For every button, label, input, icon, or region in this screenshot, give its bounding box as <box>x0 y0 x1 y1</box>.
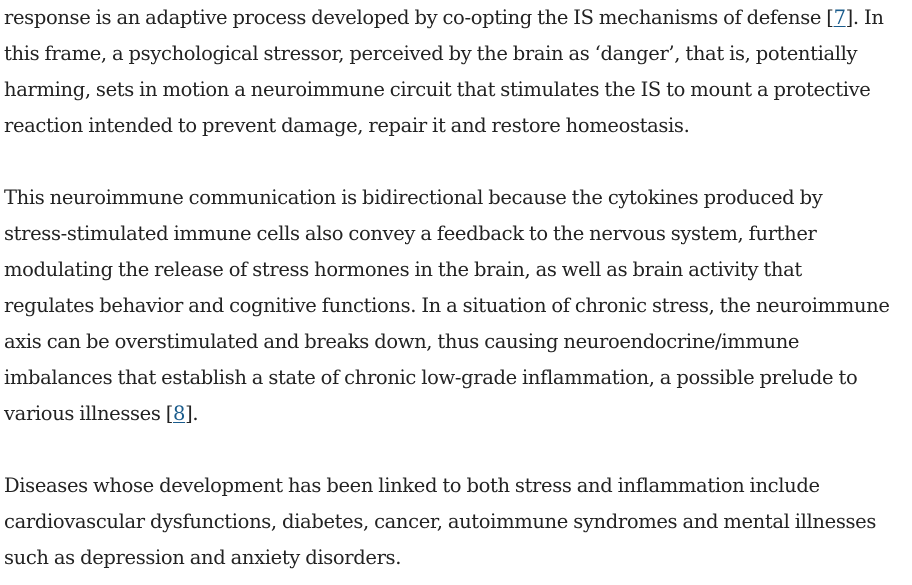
text-run: ]. <box>185 402 199 425</box>
text-line: Diseases whose development has been linked to both stress and inflammation include <box>4 474 820 497</box>
text-run: response is an adaptive process developed by co-opting the IS mechanisms of defense [ <box>4 6 834 29</box>
text-run: various illnesses [ <box>4 402 174 425</box>
paragraph-spacer <box>4 144 912 180</box>
text-line: axis can be overstimulated and breaks down, thus causing neuroendocrine/immune <box>4 330 800 353</box>
text-line: such as depression and anxiety disorders. <box>4 546 402 569</box>
paragraph-diseases <box>4 468 912 576</box>
text-run: ]. In <box>845 6 884 29</box>
text-line: stress-stimulated immune cells also convey a feedback to the nervous system, further <box>4 222 817 245</box>
text-line: this frame, a psychological stressor, perceived by the brain as ‘danger’, that is, potentially <box>4 42 858 65</box>
text-line <box>4 0 912 36</box>
text-line: imbalances that establish a state of chronic low-grade inflammation, a possible prelude to <box>4 366 858 389</box>
text-line: regulates behavior and cognitive functions. In a situation of chronic stress, the neuroimmune <box>4 294 890 317</box>
citation-link-8[interactable]: 8 <box>173 402 186 425</box>
text-line <box>4 396 912 432</box>
text-line: This neuroimmune communication is bidirectional because the cytokines produced by <box>4 186 823 209</box>
paragraph-spacer <box>4 432 912 468</box>
text-line: cardiovascular dysfunctions, diabetes, cancer, autoimmune syndromes and mental illnesses <box>4 510 876 533</box>
text-line: modulating the release of stress hormones in the brain, as well as brain activity that <box>4 258 802 281</box>
text-line: reaction intended to prevent damage, repair it and restore homeostasis. <box>4 114 690 137</box>
text-line: harming, sets in motion a neuroimmune circuit that stimulates the IS to mount a protective <box>4 78 871 101</box>
citation-link-7[interactable]: 7 <box>833 6 846 29</box>
paragraph-neuroimmune-communication <box>4 180 912 432</box>
paragraph-stress-response <box>4 0 912 144</box>
